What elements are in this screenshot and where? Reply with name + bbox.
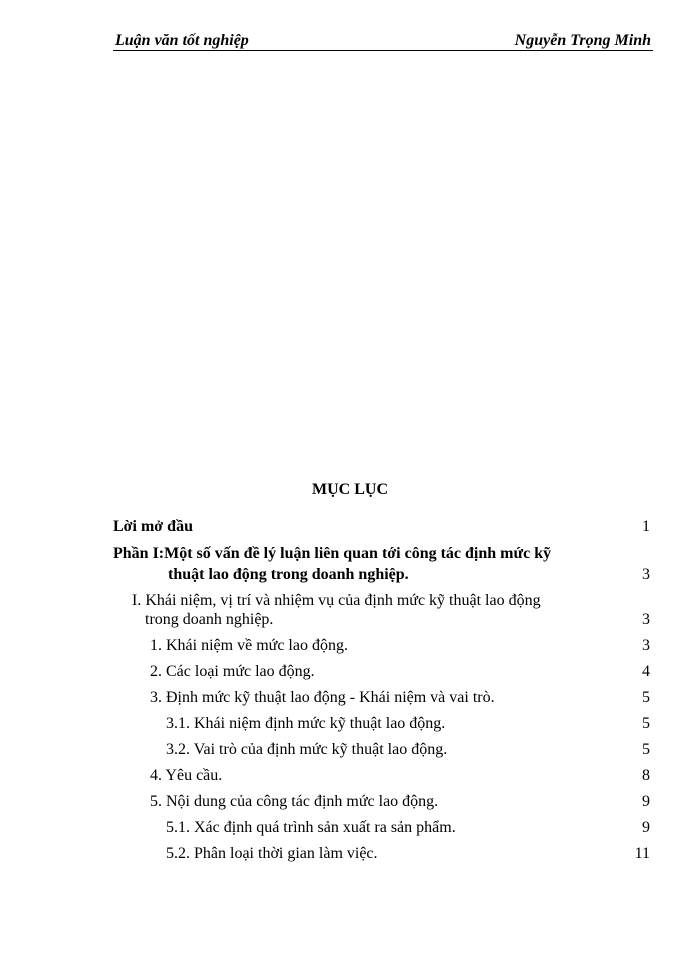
toc-page-number: 4 <box>642 663 650 680</box>
toc-page-number: 3 <box>642 637 650 654</box>
toc-entry-3: 3. Định mức kỹ thuật lao động - Khái niệm và vai trò. <box>150 689 495 706</box>
toc-entry-3-2: 3.2. Vai trò của định mức kỹ thuật lao động. <box>166 741 448 758</box>
toc-entry-5-1: 5.1. Xác định quá trình sản xuất ra sản phẩm. <box>166 819 456 836</box>
toc-page-number: 8 <box>642 767 650 784</box>
toc-page-number: 9 <box>642 819 650 836</box>
toc-entry-3-1: 3.1. Khái niệm định mức kỹ thuật lao động. <box>166 715 446 732</box>
toc-entry-1: 1. Khái niệm về mức lao động. <box>150 637 348 654</box>
header-author-name: Nguyễn Trọng Minh <box>514 32 651 49</box>
toc-entry-intro: Lời mở đầu <box>113 518 193 535</box>
toc-page-number: 3 <box>642 611 650 628</box>
toc-page-number: 5 <box>642 715 650 732</box>
toc-page-number: 3 <box>642 566 650 583</box>
toc-page-number: 11 <box>634 845 650 862</box>
toc-entry-section1-line1: I. Khái niệm, vị trí và nhiệm vụ của định mức kỹ thuật lao động <box>132 592 541 609</box>
toc-entry-part1-line1: Phần I:Một số vấn đề lý luận liên quan tới công tác định mức kỹ <box>113 545 552 562</box>
toc-entry-section1-line2: trong doanh nghiệp. <box>145 611 274 628</box>
toc-title: MỤC LỤC <box>312 481 388 498</box>
running-header <box>113 30 653 51</box>
toc-page-number: 1 <box>642 518 650 535</box>
toc-entry-5-2: 5.2. Phân loại thời gian làm việc. <box>166 845 378 862</box>
toc-page-number: 5 <box>642 741 650 758</box>
toc-entry-part1-line2: thuật lao động trong doanh nghiệp. <box>168 566 409 583</box>
toc-entry-2: 2. Các loại mức lao động. <box>150 663 315 680</box>
toc-entry-5: 5. Nội dung của công tác định mức lao động. <box>150 793 439 810</box>
toc-page-number: 9 <box>642 793 650 810</box>
toc-entry-4: 4. Yêu cầu. <box>150 767 223 784</box>
toc-page-number: 5 <box>642 689 650 706</box>
header-thesis-label: Luận văn tốt nghiệp <box>115 32 249 49</box>
